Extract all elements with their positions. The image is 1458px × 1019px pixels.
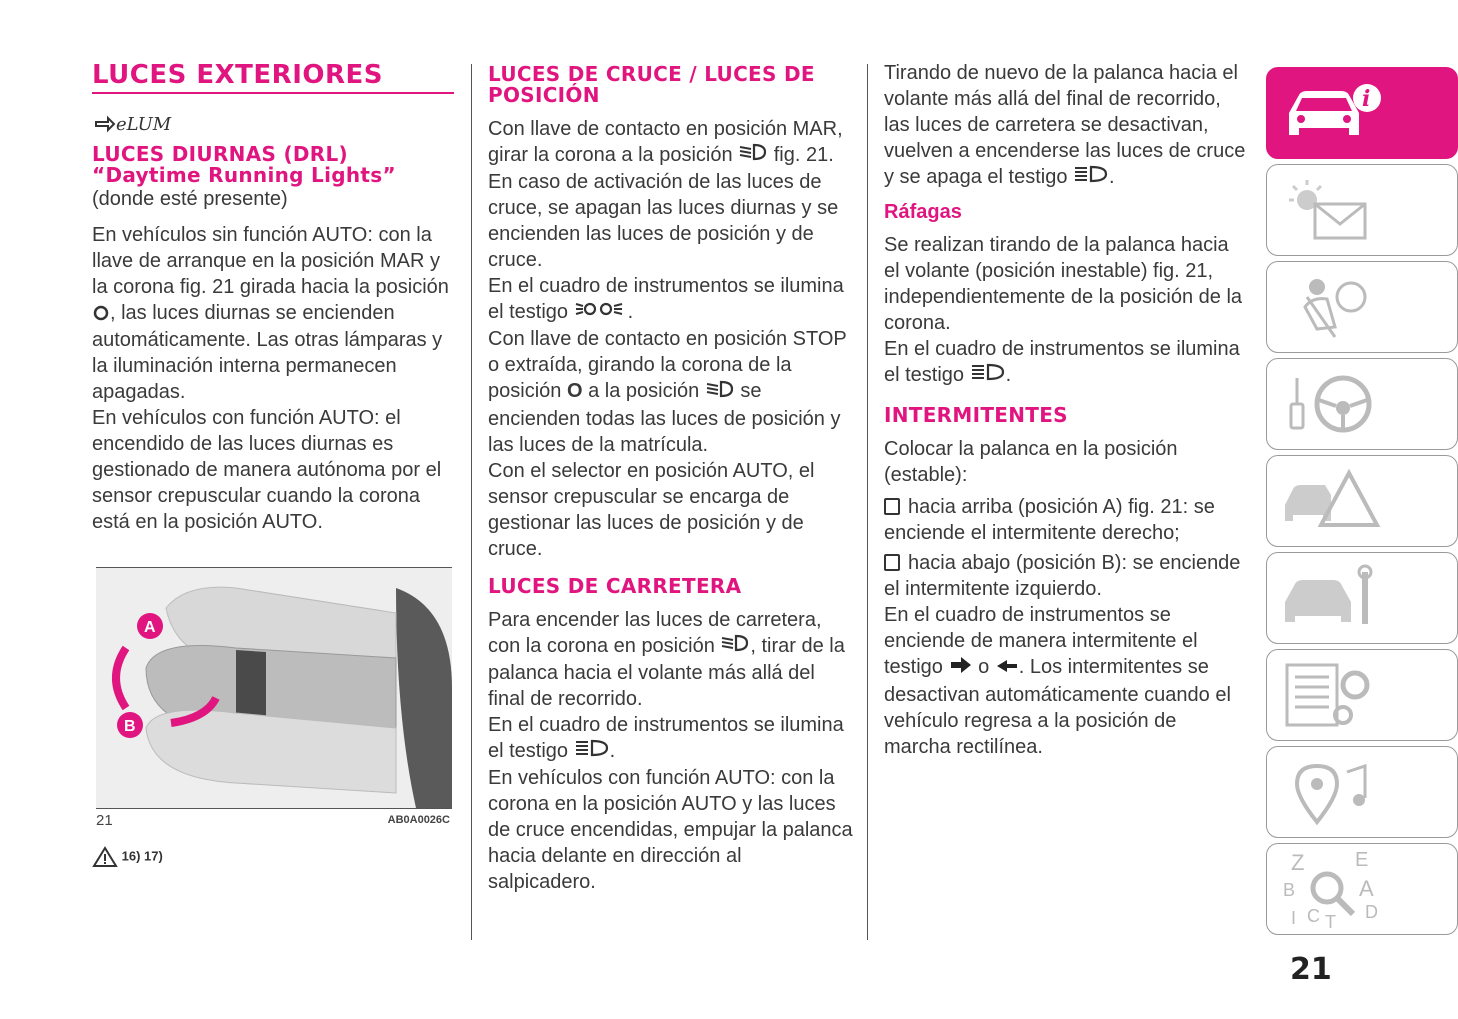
svg-text:i: i	[1362, 86, 1371, 112]
tab-lights-messages[interactable]	[1266, 164, 1458, 256]
low-beam-paragraph-2: En el cuadro de instrumentos se ilumina el testigo .	[488, 273, 854, 326]
high-beam-heading: LUCES DE CARRETERA	[488, 573, 742, 598]
label-b: B	[124, 718, 136, 735]
bullet-item-2: hacia abajo (posición B): se enciende el intermitente izquierdo.	[884, 552, 1241, 601]
bullet-icon	[884, 498, 900, 515]
bullet-item-1: hacia arriba (posición A) fig. 21: se enciende el intermitente derecho;	[884, 496, 1215, 545]
drl-paragraph-2: En vehículos con función AUTO: el encendido de las luces diurnas es gestionado de manera autónoma por el sensor crepuscular cuando la corona está en la posición AUTO.	[92, 406, 442, 533]
flash-paragraph-2: En el cuadro de instrumentos se ilumina el testigo .	[884, 336, 1248, 389]
column-divider	[471, 64, 472, 940]
car-warning-triangle-icon	[1277, 461, 1397, 541]
tab-dashboard-info[interactable]	[1266, 67, 1458, 159]
label-a: A	[144, 619, 156, 636]
svg-text:A: A	[1359, 876, 1374, 901]
drl-paragraph-1: En vehículos sin función AUTO: con la llave de arranque en la posición MAR y la corona fig. 21 girada hacia la posición , las luces diurnas se encienden automáticamente. Las otras lámparas y la iluminación interna permanecen apagadas.	[92, 224, 449, 403]
arrow-left-icon	[995, 655, 1019, 681]
drl-note: (donde esté presente)	[92, 188, 288, 210]
turn-signals-heading: INTERMITENTES	[884, 403, 1068, 428]
low-beam-paragraph-4: Con el selector en posición AUTO, el sensor crepuscular se encarga de gestionar las luces de posición y de cruce.	[488, 459, 815, 560]
svg-text:C: C	[1307, 906, 1320, 926]
tab-technical-data[interactable]	[1266, 649, 1458, 741]
location-music-icon	[1277, 752, 1397, 832]
low-beam-paragraph-3: Con llave de contacto en posición STOP o extraída, girando la corona de la posición O a la posición se encienden todas las luces de posición y las luces de la matrícula.	[488, 328, 847, 456]
stalk-figure	[96, 567, 452, 809]
figure-number: 21	[96, 812, 113, 829]
high-beam-paragraph-1: Para encender las luces de carretera, con la corona en posición , tirar de la palanca hacia el volante más allá del final de recorrido.	[488, 608, 845, 710]
low-beam-paragraph-1: Con llave de contacto en posición MAR, girar la corona a la posición fig. 21. En caso de activación de las luces de cruce, se apagan las luces diurnas y se encienden las luces de posición y de cruce.	[488, 118, 843, 272]
low-beam-heading: LUCES DE CRUCE / LUCES DE POSICIÓN	[488, 62, 815, 107]
tab-index[interactable]	[1266, 843, 1458, 935]
low-beam-icon	[738, 142, 768, 169]
svg-text:I: I	[1291, 908, 1297, 928]
turn-signals-paragraph-1: Colocar la palanca en la posición (estable):	[884, 438, 1178, 487]
list-gear-icon	[1277, 655, 1397, 735]
warning-icon	[92, 846, 118, 868]
high-beam-paragraph-2: En el cuadro de instrumentos se ilumina el testigo .	[488, 712, 854, 765]
svg-text:Z: Z	[1291, 850, 1305, 875]
tab-starting-driving[interactable]	[1266, 358, 1458, 450]
high-beam-off-paragraph: Tirando de nuevo de la palanca hacia el volante más allá del final de recorrido, las luces de carretera se desactivan, vuelven a encenderse las luces de cruce y se apaga el testigo .	[884, 60, 1248, 191]
arrow-right-icon	[949, 655, 973, 682]
high-beam-icon	[574, 738, 610, 765]
svg-text:T: T	[1325, 912, 1336, 932]
column-divider	[867, 64, 868, 940]
airbag-seatbelt-icon	[1277, 267, 1397, 347]
drl-heading: LUCES DIURNAS (DRL) “Daytime Running Lights”	[92, 142, 396, 187]
key-steering-wheel-icon	[1277, 364, 1397, 444]
flash-paragraph-1: Se realizan tirando de la palanca hacia el volante (posición inestable) fig. 21, independientemente de la posición de la corona.	[884, 234, 1243, 335]
svg-text:E: E	[1355, 849, 1369, 871]
bullet-icon	[884, 554, 900, 571]
low-beam-icon	[705, 379, 735, 406]
light-envelope-icon	[1277, 170, 1397, 250]
tab-safety[interactable]	[1266, 261, 1458, 353]
high-beam-icon	[1073, 164, 1109, 191]
svg-text:eLUM: eLUM	[116, 114, 172, 135]
figure-caption	[96, 812, 452, 829]
position-o-icon	[92, 301, 110, 327]
svg-text:D: D	[1365, 902, 1378, 922]
position-lights-icon	[574, 299, 628, 326]
column-3	[884, 60, 1248, 760]
tab-emergency[interactable]	[1266, 455, 1458, 547]
alphabet-search-icon	[1273, 846, 1393, 932]
turn-signals-paragraph-2: En el cuadro de instrumentos se enciende de manera intermitente el testigo o . Los intermitentes se desactivan automáticamente cuando el vehículo regresa a la posición de marcha rectilínea.	[884, 604, 1231, 758]
tab-multimedia[interactable]	[1266, 746, 1458, 838]
figure-code: AB0A0026C	[387, 814, 450, 826]
elum-logo	[92, 108, 454, 136]
high-beam-icon	[970, 362, 1006, 389]
svg-text:B: B	[1283, 880, 1296, 900]
position-o-icon: O	[566, 380, 583, 403]
column-1	[92, 60, 454, 535]
flash-heading: Ráfagas	[884, 201, 962, 224]
warning-refs: 16) 17)	[92, 846, 163, 868]
page-number: 21	[1290, 952, 1332, 987]
car-wrench-icon	[1277, 558, 1397, 638]
column-2	[488, 60, 854, 895]
tab-maintenance[interactable]	[1266, 552, 1458, 644]
low-beam-icon	[720, 633, 750, 660]
car-info-icon	[1277, 73, 1387, 153]
section-title: LUCES EXTERIORES	[92, 60, 454, 94]
high-beam-paragraph-3: En vehículos con función AUTO: con la corona en la posición AUTO y las luces de cruce encendidas, empujar la palanca hacia delante en dirección al salpicadero.	[488, 767, 853, 894]
